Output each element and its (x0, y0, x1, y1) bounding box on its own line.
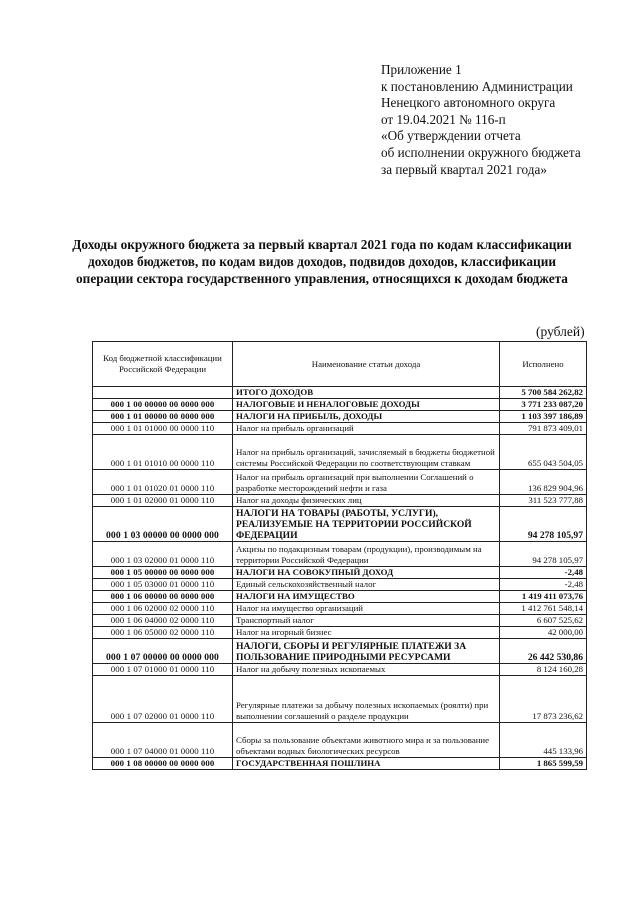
table-row (93, 627, 587, 639)
row-amount-cell: 26 442 530,86 (500, 639, 587, 664)
row-amount-cell: -2,48 (500, 579, 587, 591)
table-row (93, 507, 587, 542)
header-code: Код бюджетной классификации Российской Федерации (93, 342, 233, 387)
appendix-line: Ненецкого автономного округа (381, 95, 556, 111)
row-code-cell: 000 1 01 02000 01 0000 110 (93, 495, 233, 507)
row-amount-cell: -2,48 (500, 567, 587, 579)
row-code-cell: 000 1 03 00000 00 0000 000 (93, 507, 233, 542)
row-code-cell: 000 1 06 04000 02 0000 110 (93, 615, 233, 627)
row-amount-cell: 136 829 904,96 (500, 470, 587, 495)
row-amount-cell: 17 873 236,62 (500, 676, 587, 723)
row-code-cell: 000 1 06 05000 02 0000 110 (93, 627, 233, 639)
row-amount-cell: 1 103 397 186,89 (500, 411, 587, 423)
row-code-cell: 000 1 01 01010 00 0000 110 (93, 435, 233, 470)
table-row (93, 603, 587, 615)
row-name-cell: Регулярные платежи за добычу полезных ископаемых (роялти) при выполнении соглашений о разделе продукции (233, 676, 500, 723)
table-row (93, 723, 587, 758)
row-code-cell: 000 1 07 02000 01 0000 110 (93, 676, 233, 723)
row-code-cell: 000 1 07 00000 00 0000 000 (93, 639, 233, 664)
row-code-cell: 000 1 08 00000 00 0000 000 (93, 758, 233, 770)
table-row (93, 411, 587, 423)
table-row (93, 470, 587, 495)
row-amount-cell: 42 000,00 (500, 627, 587, 639)
row-code-cell (93, 387, 233, 399)
row-name-cell: Налог на добычу полезных ископаемых (233, 664, 500, 676)
row-amount-cell: 445 133,96 (500, 723, 587, 758)
row-name-cell: НАЛОГИ, СБОРЫ И РЕГУЛЯРНЫЕ ПЛАТЕЖИ ЗА ПОЛЬЗОВАНИЕ ПРИРОДНЫМИ РЕСУРСАМИ (233, 639, 500, 664)
appendix-line: Приложение 1 (381, 62, 462, 77)
row-code-cell: 000 1 06 02000 02 0000 110 (93, 603, 233, 615)
header-amount: Исполнено (500, 342, 587, 387)
row-name-cell: НАЛОГИ НА ИМУЩЕСТВО (233, 591, 500, 603)
row-amount-cell: 1 412 761 548,14 (500, 603, 587, 615)
table-header-row (93, 342, 587, 387)
row-name-cell: НАЛОГИ НА ТОВАРЫ (РАБОТЫ, УСЛУГИ), РЕАЛИЗУЕМЫЕ НА ТЕРРИТОРИИ РОССИЙСКОЙ ФЕДЕРАЦИИ (233, 507, 500, 542)
row-code-cell: 000 1 06 00000 00 0000 000 (93, 591, 233, 603)
table-row (93, 639, 587, 664)
row-name-cell: Транспортный налог (233, 615, 500, 627)
row-amount-cell: 94 278 105,97 (500, 542, 587, 567)
row-amount-cell: 1 419 411 073,76 (500, 591, 587, 603)
row-amount-cell: 791 873 409,01 (500, 423, 587, 435)
row-amount-cell: 3 771 233 087,20 (500, 399, 587, 411)
table-row (93, 567, 587, 579)
table-row (93, 435, 587, 470)
row-code-cell: 000 1 01 01020 01 0000 110 (93, 470, 233, 495)
table-row (93, 664, 587, 676)
appendix-line: «Об утверждении отчета (381, 128, 521, 144)
revenue-table (92, 341, 587, 770)
table-row (93, 758, 587, 770)
row-name-cell: Единый сельскохозяйственный налог (233, 579, 500, 591)
row-code-cell: 000 1 00 00000 00 0000 000 (93, 399, 233, 411)
row-amount-cell: 655 043 504,05 (500, 435, 587, 470)
appendix-line: за первый квартал 2021 года» (381, 161, 547, 177)
row-amount-cell: 6 607 525,62 (500, 615, 587, 627)
row-name-cell: НАЛОГИ НА ПРИБЫЛЬ, ДОХОДЫ (233, 411, 500, 423)
row-amount-cell: 1 865 599,59 (500, 758, 587, 770)
table-row (93, 387, 587, 399)
appendix-header (381, 62, 631, 178)
row-code-cell: 000 1 05 00000 00 0000 000 (93, 567, 233, 579)
table-row (93, 399, 587, 411)
row-amount-cell: 5 700 584 262,82 (500, 387, 587, 399)
row-amount-cell: 8 124 160,28 (500, 664, 587, 676)
appendix-line: от 19.04.2021 № 116-п (381, 111, 506, 127)
table-row (93, 542, 587, 567)
row-name-cell: НАЛОГИ НА СОВОКУПНЫЙ ДОХОД (233, 567, 500, 579)
row-amount-cell: 311 523 777,88 (500, 495, 587, 507)
document-title: Доходы окружного бюджета за первый квартал 2021 года по кодам классификации доходов бюджетов, по кодам видов доходов, подвидов доходов, классификации операции сектора государственного управления, относящихся к доходам бюджета (72, 237, 572, 286)
table-row (93, 579, 587, 591)
appendix-line: к постановлению Администрации (381, 78, 573, 94)
row-code-cell: 000 1 07 01000 01 0000 110 (93, 664, 233, 676)
row-code-cell: 000 1 01 01000 00 0000 110 (93, 423, 233, 435)
row-name-cell: ГОСУДАРСТВЕННАЯ ПОШЛИНА (233, 758, 500, 770)
table-row (93, 591, 587, 603)
table-row (93, 615, 587, 627)
row-name-cell: Налог на прибыль организаций, зачисляемый в бюджеты бюджетной системы Российской Федерации по соответствующим ставкам (233, 435, 500, 470)
row-name-cell: Налог на прибыль организаций при выполнении Соглашений о разработке месторождений нефти и газа (233, 470, 500, 495)
row-code-cell: 000 1 07 04000 01 0000 110 (93, 723, 233, 758)
row-name-cell: НАЛОГОВЫЕ И НЕНАЛОГОВЫЕ ДОХОДЫ (233, 399, 500, 411)
table-row (93, 495, 587, 507)
row-name-cell: Налог на имущество организаций (233, 603, 500, 615)
row-name-cell: Акцизы по подакцизным товарам (продукции), производимым на территории Российской Федерации (233, 542, 500, 567)
row-amount-cell: 94 278 105,97 (500, 507, 587, 542)
row-name-cell: Налог на доходы физических лиц (233, 495, 500, 507)
row-name-cell: Сборы за пользование объектами животного мира и за пользование объектами водных биологических ресурсов (233, 723, 500, 758)
row-code-cell: 000 1 01 00000 00 0000 000 (93, 411, 233, 423)
row-code-cell: 000 1 03 02000 01 0000 110 (93, 542, 233, 567)
header-name: Наименование статьи дохода (233, 342, 500, 387)
table-row (93, 423, 587, 435)
row-name-cell: Налог на игорный бизнес (233, 627, 500, 639)
appendix-line: об исполнении окружного бюджета (381, 144, 581, 160)
row-name-cell: Налог на прибыль организаций (233, 423, 500, 435)
row-code-cell: 000 1 05 03000 01 0000 110 (93, 579, 233, 591)
row-name-cell: ИТОГО ДОХОДОВ (233, 387, 500, 399)
units-label: (рублей) (536, 324, 585, 339)
table-row (93, 676, 587, 723)
